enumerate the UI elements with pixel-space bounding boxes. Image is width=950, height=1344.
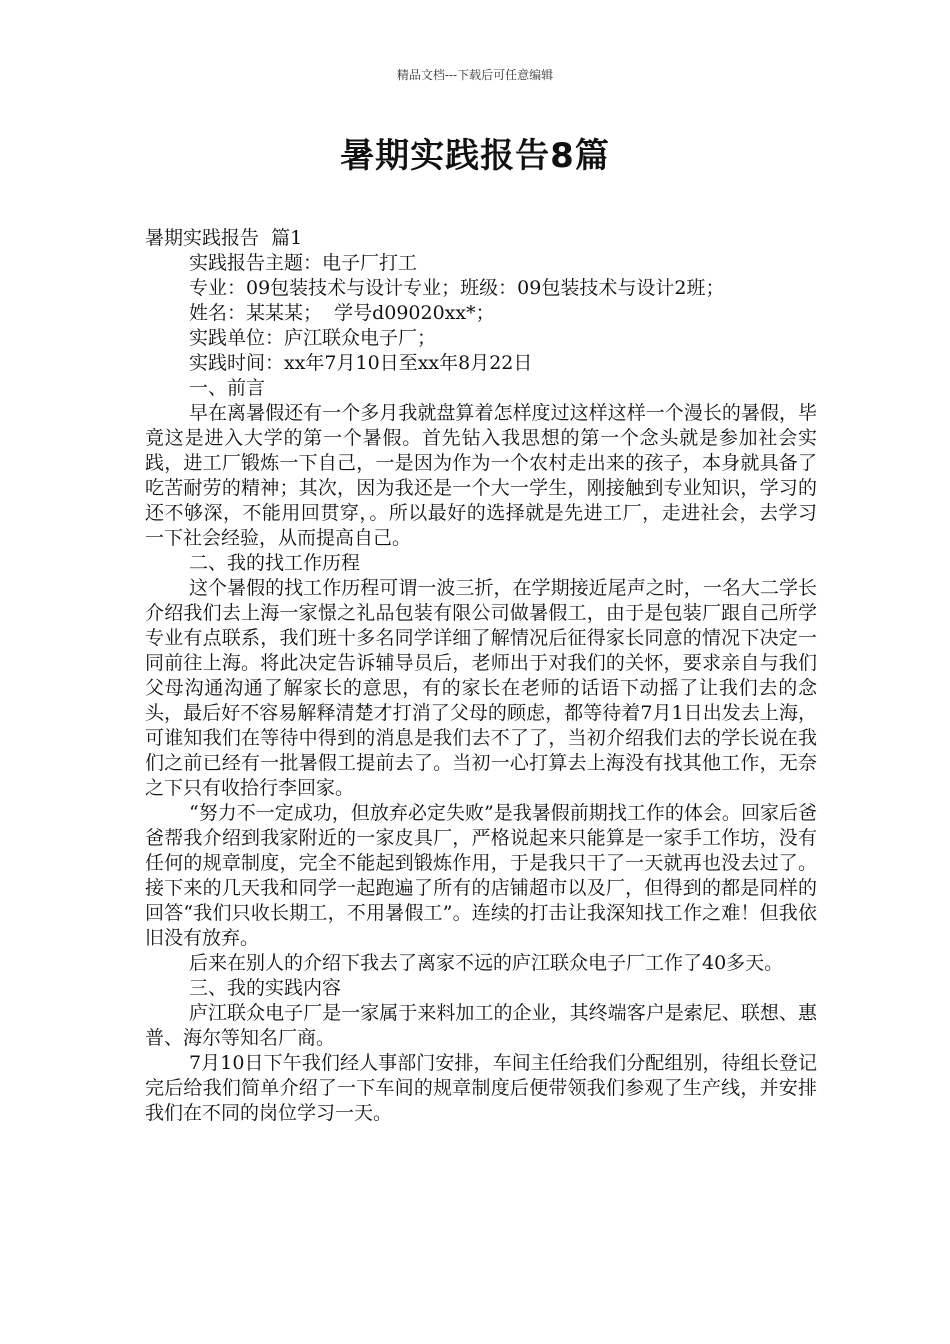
page-header: 精品文档---下载后可任意编辑 bbox=[396, 68, 554, 82]
heading-job-search: 二、我的找工作历程 bbox=[189, 552, 361, 574]
heading-practice-content: 三、我的实践内容 bbox=[189, 977, 342, 999]
heading-preface: 一、前言 bbox=[189, 377, 266, 399]
paragraph-practice-2: 7月10日下午我们经人事部门安排，车间主任给我们分配组别，待组长登记完后给我们简单介绍了一下车间的规章制度后便带领我们参观了生产线，并安排我们在不同的岗位学习一天。 bbox=[145, 1052, 817, 1124]
info-major: 专业：09包装技术与设计专业；班级：09包装技术与设计2班； bbox=[189, 277, 725, 299]
paragraph-practice-1: 庐江联众电子厂是一家属于来料加工的企业，其终端客户是索尼、联想、惠普、海尔等知名厂商。 bbox=[145, 1002, 817, 1049]
paragraph-job-search-2: “努力不一定成功，但放弃必定失败”是我暑假前期找工作的体会。回家后爸爸帮我介绍到我家附近的一家皮具厂，严格说起来只能算是一家手工作坊，没有任何的规章制度，完全不能起到锻炼作用，于是我只干了一天就再也没去过了。接下来的几天我和同学一起跑遍了所有的店铺超市以及厂，但得到的都是同样的回答“我们只收长期工，不用暑假工”。连续的打击让我深知找工作之难！但我依旧没有放弃。 bbox=[145, 802, 817, 949]
info-time: 实践时间：xx年7月10日至xx年8月22日 bbox=[189, 352, 533, 374]
paragraph-preface: 早在离暑假还有一个多月我就盘算着怎样度过这样这样一个漫长的暑假，毕竟这是进入大学的第一个暑假。首先钻入我思想的第一个念头就是参加社会实践，进工厂锻炼一下自己，一是因为作为一个农村走出来的孩子，本身就具备了吃苦耐劳的精神；其次，因为我还是一个大一学生，刚接触到专业知识，学习的还不够深，不能用回贯穿，。所以最好的选择就是先进工厂，走进社会，去学习一下社会经验，从而提高自己。 bbox=[145, 402, 817, 549]
info-name: 姓名：某某某； 学号d09020xx*； bbox=[189, 302, 495, 324]
paragraph-job-search-3: 后来在别人的介绍下我去了离家不远的庐江联众电子厂工作了40多天。 bbox=[189, 952, 784, 974]
document-body bbox=[145, 226, 817, 1126]
info-unit: 实践单位：庐江联众电子厂； bbox=[189, 327, 437, 349]
section-heading: 暑期实践报告 篇1 bbox=[145, 227, 303, 249]
info-topic: 实践报告主题：电子厂打工 bbox=[189, 252, 418, 274]
document-title: 暑期实践报告8篇 bbox=[340, 136, 610, 176]
paragraph-job-search-1: 这个暑假的找工作历程可谓一波三折，在学期接近尾声之时，一名大二学长介绍我们去上海一家憬之礼品包装有限公司做暑假工，由于是包装厂跟自己所学专业有点联系，我们班十多名同学详细了解情况后征得家长同意的情况下决定一同前往上海。将此决定告诉辅导员后，老师出于对我们的关怀，要求亲自与我们父母沟通沟通了解家长的意思，有的家长在老师的话语下动摇了让我们去的念头，最后好不容易解释清楚才打消了父母的顾虑，都等待着7月1日出发去上海，可谁知我们在等待中得到的消息是我们去不了了，当初介绍我们去的学长说在我们之前已经有一批暑假工提前去了。当初一心打算去上海没有找其他工作，无奈之下只有收拾行李回家。 bbox=[145, 577, 817, 799]
